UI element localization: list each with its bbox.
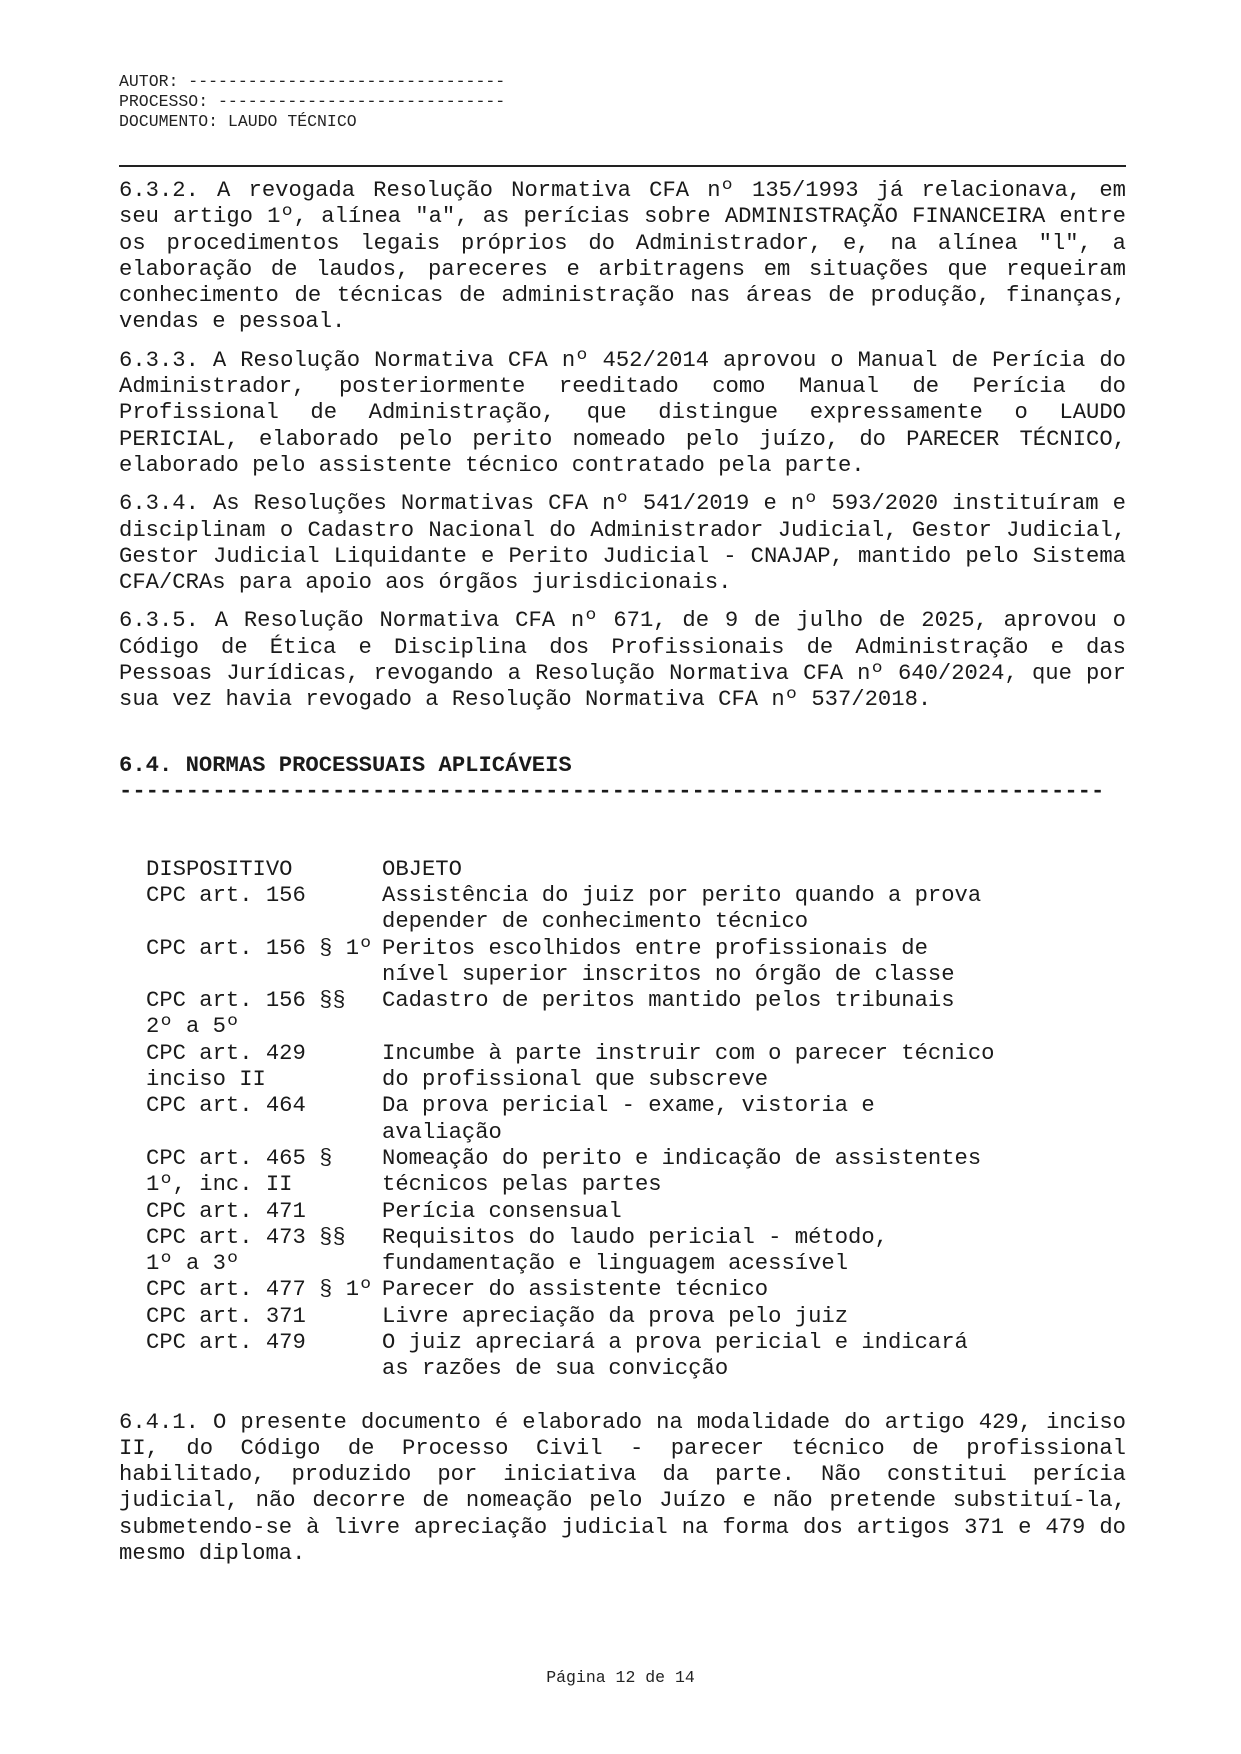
column-header-dispositivo: DISPOSITIVO <box>146 856 293 882</box>
table-cell-dispositivo: CPC art. 371 <box>146 1303 306 1329</box>
table-row <box>146 883 1002 936</box>
table-cell-objeto: Nomeação do perito e indicação de assistentes técnicos pelas partes <box>382 1145 982 1198</box>
table-row <box>146 988 1002 1041</box>
table-cell-objeto: Requisitos do laudo pericial - método, fundamentação e linguagem acessível <box>382 1224 888 1277</box>
table-cell-objeto: Peritos escolhidos entre profissionais de nível superior inscritos no órgão de classe <box>382 935 955 987</box>
table-cell-dispositivo: CPC art. 465 § 1º, inc. II <box>146 1145 333 1198</box>
table-header-row <box>146 857 1002 883</box>
table-row <box>146 1304 1002 1330</box>
section-title: 6.4. NORMAS PROCESSUAIS APLICÁVEIS <box>119 752 572 778</box>
table-cell-dispositivo: CPC art. 473 §§ 1º a 3º <box>146 1224 346 1277</box>
section-dash-divider: -------------------------------------------------------------------------- <box>119 778 1105 804</box>
paragraph-6-3-5: 6.3.5. A Resolução Normativa CFA nº 671, de 9 de julho de 2025, aprovou o Código de Ética e Disciplina dos Profissionais de Administração e das Pessoas Jurídicas, revogando a Resolução Normativa CFA nº 640/2024, que por sua vez havia revogado a Resolução Normativa CFA nº 537/2018. <box>119 608 1126 713</box>
paragraph-6-4-1: 6.4.1. O presente documento é elaborado na modalidade do artigo 429, inciso II, do Código de Processo Civil - parecer técnico de profissional habilitado, produzido por iniciativa da parte. Não constitui perícia judicial, não decorre de nomeação pelo Juízo e não pretende substituí-la, submetendo-se à livre apreciação judicial na forma dos artigos 371 e 479 do mesmo diploma. <box>119 1409 1126 1567</box>
table-cell-dispositivo: CPC art. 156 <box>146 882 306 908</box>
table-cell-objeto: Perícia consensual <box>382 1198 622 1224</box>
document-header <box>119 72 505 132</box>
table-cell-dispositivo: CPC art. 429 inciso II <box>146 1040 306 1093</box>
table-row <box>146 1146 1002 1199</box>
table-cell-objeto: Livre apreciação da prova pelo juiz <box>382 1303 849 1329</box>
table-cell-dispositivo: CPC art. 479 <box>146 1329 306 1355</box>
table-row <box>146 1199 1002 1225</box>
page-number: Página 12 de 14 <box>546 1668 695 1687</box>
table-cell-objeto: Assistência do juiz por perito quando a prova depender de conhecimento técnico <box>382 882 982 935</box>
table-row <box>146 1093 1002 1146</box>
header-autor: AUTOR: -------------------------------- <box>119 72 506 91</box>
table-row <box>146 1277 1002 1303</box>
paragraph-6-3-3: 6.3.3. A Resolução Normativa CFA nº 452/2014 aprovou o Manual de Perícia do Administrador, posteriormente reeditado como Manual de Perícia do Profissional de Administração, que distingue expressamente o LAUDO PERICIAL, elaborado pelo perito nomeado pelo juízo, do PARECER TÉCNICO, elaborado pelo assistente técnico contratado pela parte. <box>119 347 1126 478</box>
paragraph-6-3-2: 6.3.2. A revogada Resolução Normativa CFA nº 135/1993 já relacionava, em seu artigo 1º, alínea "a", as perícias sobre ADMINISTRAÇÃO FINANCEIRA entre os procedimentos legais próprios do Administrador, e, na alínea "l", a elaboração de laudos, pareceres e arbitragens em situações que requeiram conhecimento de técnicas de administração nas áreas de produção, finanças, vendas e pessoal. <box>119 178 1126 335</box>
paragraph-6-3-4: 6.3.4. As Resoluções Normativas CFA nº 541/2019 e nº 593/2020 instituíram e disciplinam o Cadastro Nacional do Administrador Judicial, Gestor Judicial, Gestor Judicial Liquidante e Perito Judicial - CNAJAP, mantido pelo Sistema CFA/CRAs para apoio aos órgãos jurisdicionais. <box>119 491 1126 596</box>
norms-table <box>146 857 1002 1383</box>
table-row <box>146 936 1002 989</box>
table-cell-objeto: Incumbe à parte instruir com o parecer técnico do profissional que subscreve <box>382 1040 995 1093</box>
table-cell-objeto: O juiz apreciará a prova pericial e indicará as razões de sua convicção <box>382 1329 968 1382</box>
column-header-objeto: OBJETO <box>382 856 462 882</box>
table-cell-dispositivo: CPC art. 464 <box>146 1093 306 1119</box>
table-row <box>146 1041 1002 1094</box>
table-cell-dispositivo: CPC art. 156 §§ 2º a 5º <box>146 988 346 1040</box>
header-documento: DOCUMENTO: LAUDO TÉCNICO <box>119 112 357 131</box>
table-cell-objeto: Da prova pericial - exame, vistoria e avaliação <box>382 1093 875 1145</box>
table-cell-objeto: Cadastro de peritos mantido pelos tribunais <box>382 988 955 1014</box>
table-row <box>146 1330 1002 1383</box>
document-body <box>119 178 1126 1579</box>
header-divider <box>119 165 1126 167</box>
table-cell-objeto: Parecer do assistente técnico <box>382 1277 769 1303</box>
table-cell-dispositivo: CPC art. 477 § 1º <box>146 1277 373 1303</box>
table-row <box>146 1225 1002 1278</box>
table-cell-dispositivo: CPC art. 156 § 1º <box>146 935 373 961</box>
header-processo: PROCESSO: ----------------------------- <box>119 92 506 111</box>
table-cell-dispositivo: CPC art. 471 <box>146 1198 306 1224</box>
